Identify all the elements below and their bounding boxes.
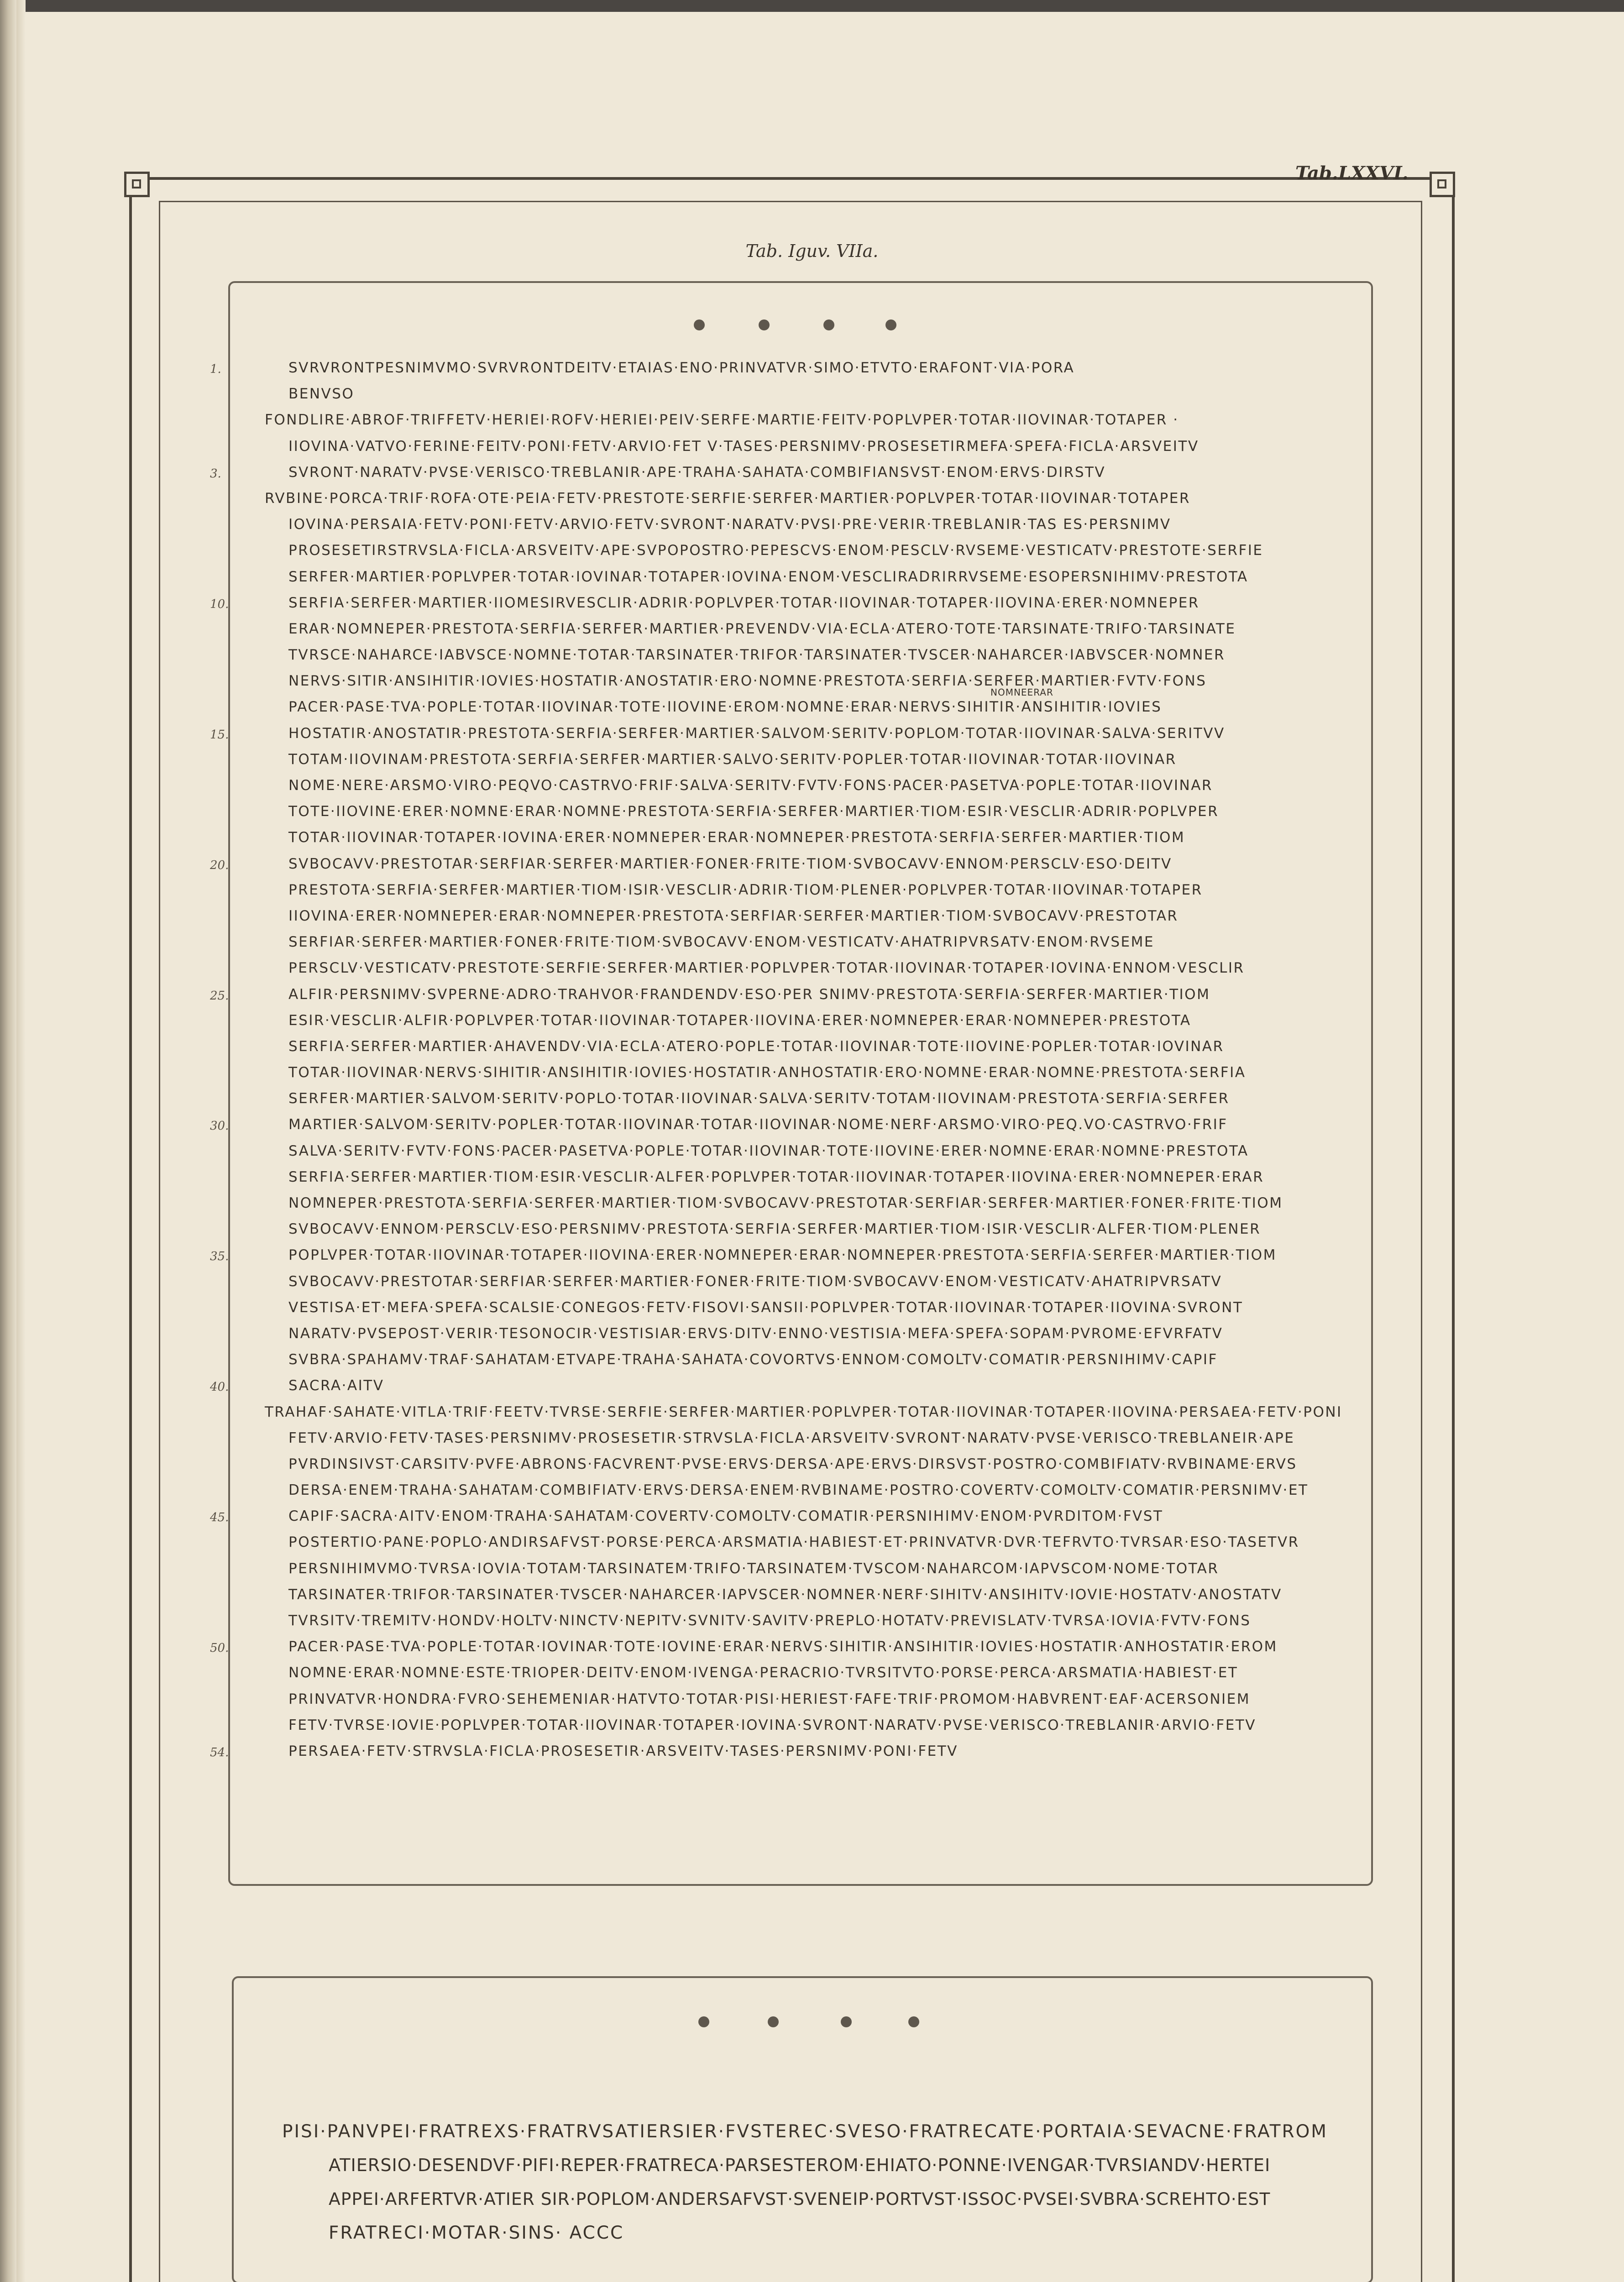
inscription-line	[265, 1272, 1365, 1298]
plate-number: Tab.LXXVI.	[1295, 162, 1409, 184]
inscription-line	[265, 1533, 1365, 1559]
line-number: 1.	[210, 362, 221, 376]
scan-binding-fade	[16, 0, 26, 2282]
inscription-line	[210, 1246, 1365, 1272]
line-text: MARTIER·SALVOM·SERITV·POPLER·TOTAR·IIOVINAR·TOTAR·IIOVINAR·NOME·NERF·ARSMO·VIRO·PEQ.VO·CASTRVO·FRIF	[288, 1116, 1228, 1133]
line-text: NARATV·PVSEPOST·VERIR·TESONOCIR·VESTISIAR·ERVS·DITV·ENNO·VESTISIA·MEFA·SPEFA·SOPAM·PVROME·EFVRFATV	[288, 1325, 1223, 1342]
inscription-line	[265, 1612, 1365, 1638]
inscription-line	[265, 1168, 1365, 1194]
line-text: PVRDINSIVST·CARSITV·PVFE·ABRONS·FACVRENT·PVSE·ERVS·DERSA·APE·ERVS·DIRSVST·POSTRO·COMBIFIATV·RVBINAME·ERVS	[288, 1455, 1297, 1472]
inscription-line	[265, 1690, 1365, 1716]
line-text: SERFIA·SERFER·MARTIER·IIOMESIRVESCLIR·ADRIR·POPLVPER·TOTAR·IIOVINAR·TOTAPER·IIOVINA·ERER·NOMNEPER	[288, 594, 1200, 611]
line-text: PERSAEA·FETV·STRVSLA·FICLA·PROSESETIR·ARSVEITV·TASES·PERSNIMV·PONI·FETV	[288, 1743, 958, 1759]
line-text: SERFIA·SERFER·MARTIER·AHAVENDV·VIA·ECLA·ATERO·POPLE·TOTAR·IIOVINAR·TOTE·IIOVINE·POPLER·TOTAR·IOVINAR	[288, 1038, 1224, 1055]
inscription-line	[265, 1011, 1365, 1037]
inscription-line	[210, 1377, 1365, 1403]
line-number: 40.	[210, 1380, 229, 1394]
inscription-line	[265, 385, 1365, 411]
inscription-line	[210, 1742, 1365, 1768]
line-number: 25.	[210, 989, 229, 1003]
inscription-line	[265, 1324, 1365, 1350]
inscription-line	[265, 1560, 1365, 1586]
line-text: ALFIR·PERSNIMV·SVPERNE·ADRO·TRAHVOR·FRANDENDV·ESO·PER SNIMV·PRESTOTA·SERFIA·SERFER·MARTIER·TIOM	[288, 986, 1210, 1003]
inscription-line	[210, 1638, 1365, 1664]
dot-mark	[759, 319, 770, 330]
line-number: 30.	[210, 1119, 229, 1133]
inscription-line	[265, 489, 1365, 515]
inscription-line	[210, 594, 1365, 620]
line-text: POPLVPER·TOTAR·IIOVINAR·TOTAPER·IIOVINA·ERER·NOMNEPER·ERAR·NOMNEPER·PRESTOTA·SERFIA·SERFER·MARTIER·TIOM	[288, 1247, 1277, 1264]
line-text: TOTAR·IIOVINAR·TOTAPER·IOVINA·ERER·NOMNEPER·ERAR·NOMNEPER·PRESTOTA·SERFIA·SERFER·MARTIER·TIOM	[288, 829, 1185, 846]
inscription-line	[265, 802, 1365, 828]
line-text: PROSESETIRSTRVSLA·FICLA·ARSVEITV·APE·SVPOPOSTRO·PEPESCVS·ENOM·PESCLV·RVSEME·VESTICATV·PRESTOTE·SERFIE	[288, 542, 1263, 559]
inscription-line	[265, 411, 1365, 437]
inscription-line	[265, 1037, 1365, 1063]
line-text: PACER·PASE·TVA·POPLE·TOTAR·IOVINAR·TOTE·IOVINE·ERAR·NERVS·SIHITIR·ANSIHITIR·IOVIES·HOSTATIR·ANHOSTATIR·EROM	[288, 1638, 1278, 1655]
dot-mark	[885, 319, 896, 330]
line-text: RVBINE·PORCA·TRIF·ROFA·OTE·PEIA·FETV·PRESTOTE·SERFIE·SERFER·MARTIER·POPLVPER·TOTAR·IIOVINAR·TOTAPER	[265, 490, 1190, 507]
inscription-a	[210, 359, 1365, 1768]
line-text: PACER·PASE·TVA·POPLE·TOTAR·IIOVINAR·TOTE·IIOVINE·EROM·NOMNE·ERAR·NERVS·SIHITIR·ANSIHITIR·IOVIES	[288, 699, 1162, 716]
line-text: TVRSITV·TREMITV·HONDV·HOLTV·NINCTV·NEPITV·SVNITV·SAVITV·PREPLO·HOTATV·PREVISLATV·TVRSA·IOVIA·FVTV·FONS	[288, 1612, 1251, 1629]
line-text: TVRSCE·NAHARCE·IABVSCE·NOMNE·TOTAR·TARSINATER·TRIFOR·TARSINATER·TVSCER·NAHARCER·IABVSCER·NOMNER	[288, 647, 1226, 664]
scan-edge-top	[0, 0, 1624, 12]
line-number: 20.	[210, 858, 229, 872]
line-text: SERFIA·SERFER·MARTIER·TIOM·ESIR·VESCLIR·ALFER·POPLVPER·TOTAR·IIOVINAR·TOTAPER·IIOVINA·ERER·NOMNEPER·ERAR	[288, 1168, 1264, 1185]
line-text: VESTISA·ET·MEFA·SPEFA·SCALSIE·CONEGOS·FETV·FISOVI·SANSII·POPLVPER·TOTAR·IIOVINAR·TOTAPER·IIOVINA·SVRONT	[288, 1299, 1243, 1316]
inscription-line	[265, 750, 1365, 776]
line-text: BENVSO	[288, 386, 355, 403]
inscription-line	[265, 672, 1365, 698]
inscription-line	[265, 828, 1365, 854]
line-number: 35.	[210, 1250, 229, 1264]
inscription-line	[265, 620, 1365, 646]
line-text: TOTAM·IIOVINAM·PRESTOTA·SERFIA·SERFER·MARTIER·SALVO·SERITV·POPLER·TOTAR·IIOVINAR·TOTAR·IIOVINAR	[288, 751, 1177, 768]
inscription-line	[265, 1089, 1365, 1115]
line-text: SVRVRONTPESNIMVMO·SVRVRONTDEITV·ETAIAS·ENO·PRINVATVR·SIMO·ETVTO·ERAFONT·VIA·PORA	[288, 360, 1075, 376]
inscription-line	[282, 2222, 1350, 2256]
line-text: IIOVINA·VATVO·FERINE·FEITV·PONI·FETV·ARVIO·FET V·TASES·PERSNIMV·PROSESETIRMEFA·SPEFA·FICLA·ARSVEITV	[288, 438, 1199, 455]
line-text: NOMNEPER·PRESTOTA·SERFIA·SERFER·MARTIER·TIOM·SVBOCAVV·PRESTOTAR·SERFIAR·SERFER·MARTIER·FONER·FRITE·TIOM	[288, 1195, 1283, 1211]
dot-mark	[908, 2016, 919, 2027]
line-number: 54.	[210, 1745, 229, 1759]
line-text: IIOVINA·ERER·NOMNEPER·ERAR·NOMNEPER·PRESTOTA·SERFIAR·SERFER·MARTIER·TIOM·SVBOCAVV·PRESTOTAR	[288, 907, 1179, 924]
line-number: 15.	[210, 728, 229, 742]
line-text: PRINVATVR·HONDRA·FVRO·SEHEMENIAR·HATVTO·TOTAR·PISI·HERIEST·FAFE·TRIF·PROMOM·HABVRENT·EAF·ACERSONIEM	[288, 1691, 1251, 1707]
line-text: SERFIAR·SERFER·MARTIER·FONER·FRITE·TIOM·SVBOCAVV·ENOM·VESTICATV·AHATRIPVRSATV·ENOM·RVSEME	[288, 934, 1154, 951]
line-text: SALVA·SERITV·FVTV·FONS·PACER·PASETVA·POPLE·TOTAR·IIOVINAR·TOTE·IIOVINE·ERER·NOMNE·ERAR·NOMNE·PRESTOTA	[288, 1142, 1249, 1159]
line-text: SERFER·MARTIER·POPLVPER·TOTAR·IOVINAR·TOTAPER·IOVINA·ENOM·VESCLIRADRIRRVSEME·ESOPERSNIHIMV·PRESTOTA	[288, 568, 1248, 585]
line-text: PERSCLV·VESTICATV·PRESTOTE·SERFIE·SERFER·MARTIER·POPLVPER·TOTAR·IIOVINAR·TOTAPER·IOVINA·ENNOM·VESCLIR	[288, 960, 1245, 977]
inscription-line	[210, 724, 1365, 750]
scan-binding-shadow	[0, 0, 16, 2282]
line-text: POSTERTIO·PANE·POPLO·ANDIRSAFVST·PORSE·PERCA·ARSMATIA·HABIEST·ET·PRINVATVR·DVR·TEFRVTO·TVRSAR·ESO·TASETVR	[288, 1534, 1299, 1551]
line-text: PRESTOTA·SERFIA·SERFER·MARTIER·TIOM·ISIR·VESCLIR·ADRIR·TIOM·PLENER·POPLVPER·TOTAR·IIOVINAR·TOTAPER	[288, 881, 1203, 898]
line-text: NOMNE·ERAR·NOMNE·ESTE·TRIOPER·DEITV·ENOM·IVENGA·PERACRIO·TVRSITVTO·PORSE·PERCA·ARSMATIA·HABIEST·ET	[288, 1664, 1238, 1681]
line-text: DERSA·ENEM·TRAHA·SAHATAM·COMBIFIATV·ERVS·DERSA·ENEM·RVBINAME·POSTRO·COVERTV·COMOLTV·COMATIR·PERSNIMV·ET	[288, 1482, 1309, 1499]
inscription-line	[282, 2120, 1350, 2154]
inscription-line	[265, 1063, 1365, 1089]
inscription-line	[265, 881, 1365, 907]
inscription-line	[265, 907, 1365, 933]
inscription-line	[210, 359, 1365, 385]
punctuation-dots-b	[698, 2016, 927, 2030]
punctuation-dots-a	[694, 319, 904, 333]
dot-mark	[768, 2016, 779, 2027]
inscription-line	[265, 1455, 1365, 1481]
inscription-line	[282, 2154, 1350, 2188]
dot-mark	[698, 2016, 709, 2027]
line-text: ERAR·NOMNEPER·PRESTOTA·SERFIA·SERFER·MARTIER·PREVENDV·VIA·ECLA·ATERO·TOTE·TARSINATE·TRIFO·TARSINATE	[288, 620, 1236, 637]
inscription-line	[265, 515, 1365, 541]
inscription-line	[265, 437, 1365, 463]
inscription-line	[265, 959, 1365, 985]
inscription-line	[265, 1142, 1365, 1168]
inscription-line	[282, 2188, 1350, 2222]
inscription-line	[265, 541, 1365, 567]
inscription-line	[265, 568, 1365, 594]
line-text: FETV·TVRSE·IOVIE·POPLVPER·TOTAR·IIOVINAR·TOTAPER·IOVINA·SVRONT·NARATV·PVSE·VERISCO·TREBLANIR·ARVIO·FETV	[288, 1717, 1256, 1733]
line-text: SVBOCAVV·PRESTOTAR·SERFIAR·SERFER·MARTIER·FONER·FRITE·TIOM·SVBOCAVV·ENOM·VESTICATV·AHATRIPVRSATV	[288, 1273, 1222, 1290]
inscription-line	[210, 855, 1365, 881]
inscription-line	[210, 1507, 1365, 1533]
inscription-line	[265, 1350, 1365, 1377]
line-text: TARSINATER·TRIFOR·TARSINATER·TVSCER·NAHARCER·IAPVSCER·NOMNER·NERF·SIHITV·ANSIHITV·IOVIE·HOSTATV·ANOSTATV	[288, 1586, 1282, 1603]
inscription-line	[265, 1481, 1365, 1507]
inscription-line	[265, 687, 1365, 724]
inscription-line	[265, 933, 1365, 959]
line-text: NERVS·SITIR·ANSIHITIR·IOVIES·HOSTATIR·ANOSTATIR·ERO·NOMNE·PRESTOTA·SERFIA·SERFER·MARTIER·FVTV·FONS	[288, 673, 1207, 690]
inscription-line	[265, 1716, 1365, 1742]
superscript-correction: NOMNEERAR	[990, 687, 1053, 698]
inscription-line	[210, 463, 1365, 489]
line-text: SVBOCAVV·PRESTOTAR·SERFIAR·SERFER·MARTIER·FONER·FRITE·TIOM·SVBOCAVV·ENNOM·PERSCLV·ESO·DEITV	[288, 855, 1172, 872]
frame-corner-ornament	[1430, 172, 1455, 197]
line-text: NOME·NERE·ARSMO·VIRO·PEQVO·CASTRVO·FRIF·SALVA·SERITV·FVTV·FONS·PACER·PASETVA·POPLE·TOTAR·IIOVINAR	[288, 777, 1213, 794]
line-text: TOTE·IIOVINE·ERER·NOMNE·ERAR·NOMNE·PRESTOTA·SERFIA·SERFER·MARTIER·TIOM·ESIR·VESCLIR·ADRIR·POPLVPER	[288, 803, 1219, 820]
inscription-line	[265, 1220, 1365, 1246]
line-text: PISI·PANVPEI·FRATREXS·FRATRVSATIERSIER·FVSTEREC·SVESO·FRATRECATE·PORTAIA·SEVACNE·FRATROM	[282, 2121, 1328, 2142]
inscription-line	[210, 1115, 1365, 1141]
inscription-line	[265, 1194, 1365, 1220]
inscription-line	[265, 1586, 1365, 1612]
line-text: SVBOCAVV·ENNOM·PERSCLV·ESO·PERSNIMV·PRESTOTA·SERFIA·SERFER·MARTIER·TIOM·ISIR·VESCLIR·ALFER·TIOM·PLENER	[288, 1221, 1261, 1238]
inscription-line	[265, 1403, 1365, 1429]
line-text: FONDLIRE·ABROF·TRIFFETV·HERIEI·ROFV·HERIEI·PEIV·SERFE·MARTIE·FEITV·POPLVPER·TOTAR·IIOVINAR·TOTAPER ·	[265, 412, 1179, 429]
line-text: FETV·ARVIO·FETV·TASES·PERSNIMV·PROSESETIR·STRVSLA·FICLA·ARSVEITV·SVRONT·NARATV·PVSE·VERISCO·TREBLANEIR·APE	[288, 1429, 1295, 1446]
frame-corner-ornament	[124, 172, 150, 197]
dot-mark	[694, 319, 705, 330]
inscription-line	[265, 1664, 1365, 1690]
line-text: ATIERSIO·DESENDVF·PIFI·REPER·FRATRECA·PARSESTEROM·EHIATO·PONNE·IVENGAR·TVRSIANDV·HERTEI	[329, 2155, 1271, 2175]
line-text: ESIR·VESCLIR·ALFIR·POPLVPER·TOTAR·IIOVINAR·TOTAPER·IIOVINA·ERER·NOMNEPER·ERAR·NOMNEPER·PRESTOTA	[288, 1012, 1191, 1029]
line-text: TOTAR·IIOVINAR·NERVS·SIHITIR·ANSIHITIR·IOVIES·HOSTATIR·ANHOSTATIR·ERO·NOMNE·ERAR·NOMNE·PRESTOTA·SERFIA	[288, 1064, 1246, 1081]
line-text: CAPIF·SACRA·AITV·ENOM·TRAHA·SAHATAM·COVERTV·COMOLTV·COMATIR·PERSNIHIMV·ENOM·PVRDITOM·FVST	[288, 1508, 1163, 1525]
inscription-line	[265, 1298, 1365, 1324]
inscription-line	[210, 985, 1365, 1011]
inscription-b	[282, 2120, 1350, 2256]
line-text: SVBRA·SPAHAMV·TRAF·SAHATAM·ETVAPE·TRAHA·SAHATA·COVORTVS·ENNOM·COMOLTV·COMATIR·PERSNIHIMV·CAPIF	[288, 1351, 1218, 1368]
line-text: PERSNIHIMVMO·TVRSA·IOVIA·TOTAM·TARSINATEM·TRIFO·TARSINATEM·TVSCOM·NAHARCOM·IAPVSCOM·NOME·TOTAR	[288, 1560, 1219, 1577]
line-number: 10.	[210, 597, 229, 611]
line-number: 50.	[210, 1641, 229, 1655]
dot-mark	[841, 2016, 852, 2027]
line-text: TRAHAF·SAHATE·VITLA·TRIF·FEETV·TVRSE·SERFIE·SERFER·MARTIER·POPLVPER·TOTAR·IIOVINAR·TOTAPER·IIOVINA·PERSAEA·FETV·PONI	[265, 1403, 1342, 1420]
line-text: APPEI·ARFERTVR·ATIER SIR·POPLOM·ANDERSAFVST·SVENEIP·PORTVST·ISSOC·PVSEI·SVBRA·SCREHTO·EST	[329, 2189, 1271, 2209]
line-text: HOSTATIR·ANOSTATIR·PRESTOTA·SERFIA·SERFER·MARTIER·SALVOM·SERITV·POPLOM·TOTAR·IIOVINAR·SALVA·SERITVV	[288, 725, 1225, 742]
line-text: IOVINA·PERSAIA·FETV·PONI·FETV·ARVIO·FETV·SVRONT·NARATV·PVSI·PRE·VERIR·TREBLANIR·TAS ES·PERSNIMV	[288, 516, 1171, 533]
inscription-line	[265, 1429, 1365, 1455]
line-text: FRATRECI·MOTAR·SINS· ACCC	[329, 2223, 624, 2243]
inscription-line	[265, 776, 1365, 802]
line-text: SVRONT·NARATV·PVSE·VERISCO·TREBLANIR·APE·TRAHA·SAHATA·COMBIFIANSVST·ENOM·ERVS·DIRSTV	[288, 464, 1106, 481]
line-number: 3.	[210, 466, 221, 481]
dot-mark	[823, 319, 834, 330]
tablet-title: Tab. Iguv. VIIa.	[745, 241, 879, 261]
inscription-line	[265, 646, 1365, 672]
line-text: SERFER·MARTIER·SALVOM·SERITV·POPLO·TOTAR·IIOVINAR·SALVA·SERITV·TOTAM·IIOVINAM·PRESTOTA·SERFIA·SERFER	[288, 1090, 1230, 1107]
line-text: SACRA·AITV	[288, 1377, 384, 1394]
line-number: 45.	[210, 1511, 229, 1525]
